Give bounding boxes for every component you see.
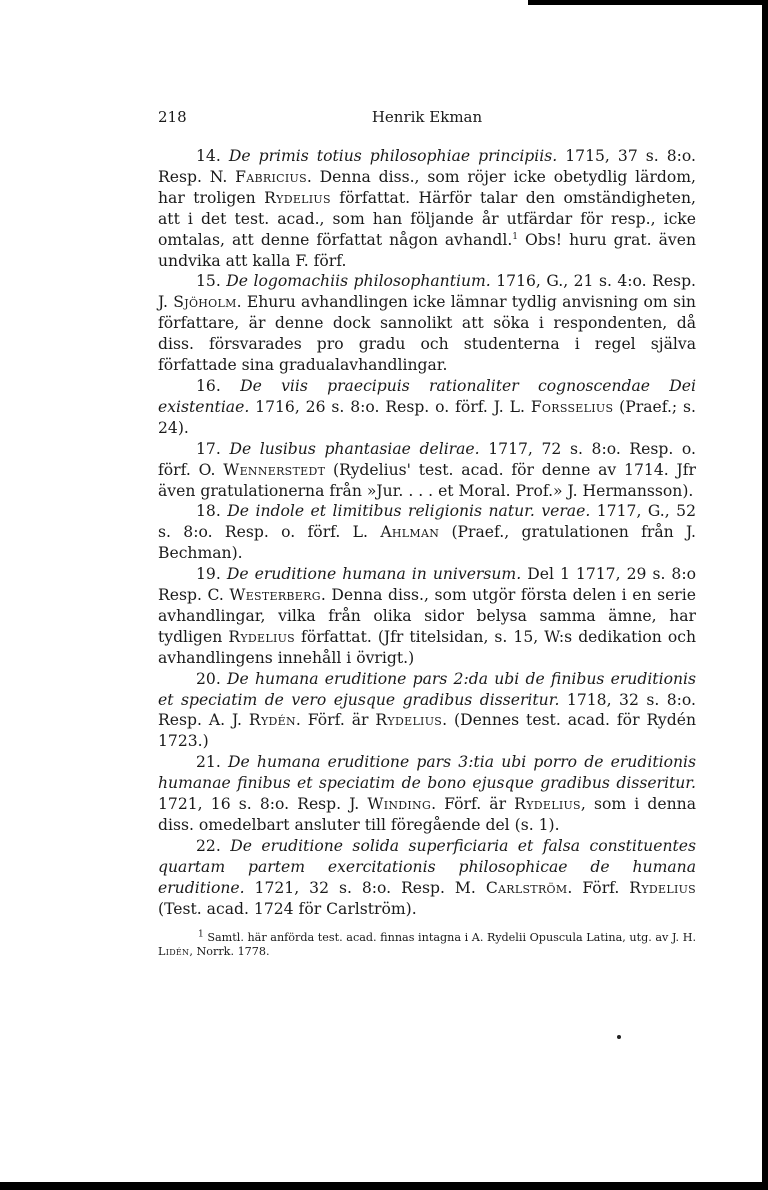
- entry-title: De indole et limitibus religionis natur. verae.: [227, 502, 591, 521]
- author-name: Carlström: [485, 878, 568, 897]
- author-name: Westerberg: [229, 586, 321, 605]
- entry-title: De lusibus phantasiae delirae.: [229, 439, 480, 458]
- running-title: Henrik Ekman: [371, 108, 483, 126]
- author-name: Wennerstedt: [223, 460, 326, 479]
- author-name: Lidén: [158, 944, 190, 958]
- entry-22: 22. De eruditione solida superficiaria et falsa constituentes quartam partem exercitationis philosophicae de humana eruditione. 1721, 32 s. 8:o. Resp. M. Carlström. Förf. Rydelius (Test. acad. 1724 för Carlström).: [158, 836, 696, 918]
- entry-number: 16.: [196, 376, 221, 395]
- author-name: Rydelius: [375, 711, 443, 730]
- entry-title: De humana eruditione pars 2:da ubi de finibus eruditionis et speciatim de vero ejusque gradibus disseritur.: [158, 669, 696, 709]
- entry-title: De humana eruditione pars 3:tia ubi porro de eruditionis humanae finibus et speciatim de bono ejusque gradibus disseritur.: [158, 753, 696, 793]
- footnote-mark: 1: [198, 928, 204, 939]
- ink-speck: [617, 1035, 621, 1039]
- entry-18: 18. De indole et limitibus religionis natur. verae. 1717, G., 52 s. 8:o. Resp. o. förf. L. Ahlman (Praef., gratulationen från J. Bechman).: [158, 502, 697, 563]
- entry-19: 19. De eruditione humana in universum. Del 1 1717, 29 s. 8:o Resp. C. Westerberg. Denna diss., som utgör första delen i en serie avhandlingar, vilka från olika sidor belysa samma ämne, har tydligen Rydelius författat. (Jfr titelsidan, s. 15, W:s dedikation och avhandlingens innehåll i övrigt.): [158, 565, 696, 667]
- entry-title: De logomachiis philosophantium.: [226, 272, 491, 291]
- author-name: Rydelius: [228, 627, 296, 646]
- entry-number: 18.: [196, 502, 221, 521]
- entry-number: 14.: [196, 147, 221, 165]
- entry-20: 20. De humana eruditione pars 2:da ubi de finibus eruditionis et speciatim de vero ejusque gradibus disseritur. 1718, 32 s. 8:o. Resp. A. J. Rydén. Förf. är Rydelius. (Dennes test. acad. för Rydén 1723.): [158, 669, 697, 751]
- entry-number: 21.: [196, 753, 221, 772]
- entry-number: 20.: [196, 669, 221, 688]
- author-name: Forsselius: [530, 397, 614, 416]
- entry-14: 14. De primis totius philosophiae principiis. 1715, 37 s. 8:o. Resp. N. Fabricius. Denna diss., som röjer icke obetydlig lärdom, har troligen Rydelius författat. Härför talar den omständigheten, att i det test. acad., som han följande år utfärdar för resp., icke omtalas, att denne författat någon avhandl.$^1$ Obs! huru grat. även undvika att kalla F. förf.: [158, 147, 697, 270]
- entry-title: De eruditione solida superficiaria et falsa constituentes quartam partem exercitationis philosophicae de humana eruditione.: [158, 836, 696, 897]
- author-name: Rydén: [248, 711, 296, 730]
- author-name: Rydelius: [629, 878, 696, 897]
- page-header: [158, 108, 696, 132]
- author-name: Rydelius: [514, 795, 581, 814]
- body-text: [158, 146, 696, 959]
- author-name: Sjöholm: [173, 293, 237, 312]
- entry-title: De viis praecipuis rationaliter cognoscendae Dei existentiae.: [158, 376, 696, 416]
- entry-number: 15.: [196, 272, 221, 291]
- entry-number: 22.: [196, 836, 221, 855]
- footnote: $^1$ Samtl. här anförda test. acad. finnas intagna i A. Rydelii Opuscula Latina, utg. av J. H. Lidén, Norrk. 1778.: [158, 928, 697, 958]
- author-name: Fabricius: [235, 167, 307, 186]
- entry-title: De eruditione humana in universum.: [226, 565, 522, 584]
- entry-15: 15. De logomachiis philosophantium. 1716, G., 21 s. 4:o. Resp. J. Sjöholm. Ehuru avhandlingen icke lämnar tydlig anvisning om sin författare, är denne dock sannolikt att söka i respondenten, då diss. försvarades pro gradu och studenterna i regel själva författade sina gradualavhandlingar.: [158, 272, 697, 375]
- author-name: Ahlman: [380, 523, 440, 542]
- entry-21: 21. De humana eruditione pars 3:tia ubi porro de eruditionis humanae finibus et speciatim de bono ejusque gradibus disseritur. 1721, 16 s. 8:o. Resp. J. Winding. Förf. är Rydelius, som i denna diss. omedelbart ansluter till föregående del (s. 1).: [158, 753, 696, 834]
- entry-number: 17.: [196, 439, 221, 458]
- entry-title: De primis totius philosophiae principiis.: [228, 147, 558, 165]
- footnote-ref: 1: [512, 231, 519, 242]
- scan-edge-bottom: [0, 1182, 768, 1190]
- entry-number: 19.: [196, 565, 221, 584]
- author-name: Rydelius: [264, 188, 331, 207]
- author-name: Winding: [367, 795, 432, 814]
- entry-17: 17. De lusibus phantasiae delirae. 1717, 72 s. 8:o. Resp. o. förf. O. Wennerstedt (Rydelius' test. acad. för denne av 1714. Jfr även gratulationerna från »Jur. . . . et Moral. Prof.» J. Hermansson).: [158, 439, 696, 500]
- page-number: 218: [158, 108, 187, 126]
- scan-edge-top: [528, 0, 768, 5]
- scan-edge-right: [762, 0, 768, 1190]
- entry-16: 16. De viis praecipuis rationaliter cognoscendae Dei existentiae. 1716, 26 s. 8:o. Resp. o. förf. J. L. Forsselius (Praef.; s. 24).: [158, 376, 696, 437]
